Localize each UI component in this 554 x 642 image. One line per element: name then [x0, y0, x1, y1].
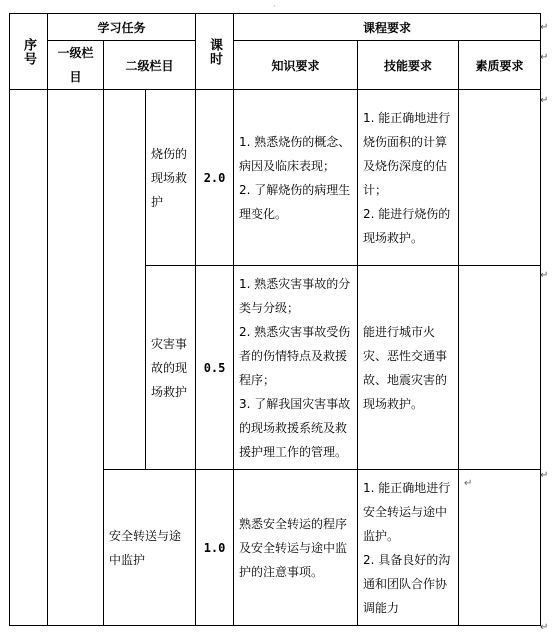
hours-header: 课时	[196, 14, 234, 90]
quality-cell: ↵	[459, 470, 541, 626]
top-marker: ·	[273, 2, 276, 11]
row-end-mark: ↵	[540, 622, 549, 633]
course-req-header: 课程要求	[234, 14, 541, 41]
level2-cell: 烧伤的现场救护	[146, 90, 196, 266]
level1-cell	[48, 90, 104, 626]
row-end-mark: ↵	[540, 270, 549, 281]
quality-header: 素质要求	[459, 41, 541, 90]
row-end-mark: ↵	[540, 52, 549, 63]
level2-group-spacer	[104, 90, 146, 470]
seq-header: 序号	[10, 14, 48, 90]
quality-cell	[459, 266, 541, 470]
knowledge-cell: 1. 熟悉灾害事故的分类与分级； 2. 熟悉灾害事故受伤者的伤情特点及救援程序； 3. 了解我国灾害事故的现场救援系统及救援护理工作的管理。	[234, 266, 358, 470]
seq-cell	[10, 90, 48, 626]
skill-cell: 能进行城市火灾、恶性交通事故、地震灾害的现场救护。	[358, 266, 459, 470]
skill-cell: 1. 能正确地进行烧伤面积的计算及烧伤深度的估计； 2. 能进行烧伤的现场救护。	[358, 90, 459, 266]
level1-header: 一级栏目	[48, 41, 104, 90]
knowledge-cell: 1. 熟悉烧伤的概念、病因及临床表现； 2. 了解烧伤的病理生理变化。	[234, 90, 358, 266]
course-table	[9, 13, 541, 626]
skill-cell: 1. 能正确地进行安全转运与途中监护。 2. 具备良好的沟通和团队合作协调能力	[358, 470, 459, 626]
row-end-mark: ↵	[540, 470, 549, 481]
skill-header: 技能要求	[358, 41, 459, 90]
knowledge-header: 知识要求	[234, 41, 358, 90]
level2-cell: 安全转送与途中监护	[104, 470, 196, 626]
hours-cell: 1.0	[196, 470, 234, 626]
header-row-2	[10, 41, 541, 90]
table-row	[10, 90, 541, 266]
quality-cell	[459, 90, 541, 266]
hours-cell: 0.5	[196, 266, 234, 470]
header-row-1	[10, 14, 541, 41]
row-end-mark: ↵	[540, 95, 549, 106]
level2-cell: 灾害事故的现场救护	[146, 266, 196, 470]
learning-tasks-header: 学习任务	[48, 14, 196, 41]
row-end-mark: ↵	[540, 22, 549, 33]
knowledge-cell: 熟悉安全转运的程序及安全转运与途中监护的注意事项。	[234, 470, 358, 626]
level2-header: 二级栏目	[104, 41, 196, 90]
hours-cell: 2.0	[196, 90, 234, 266]
